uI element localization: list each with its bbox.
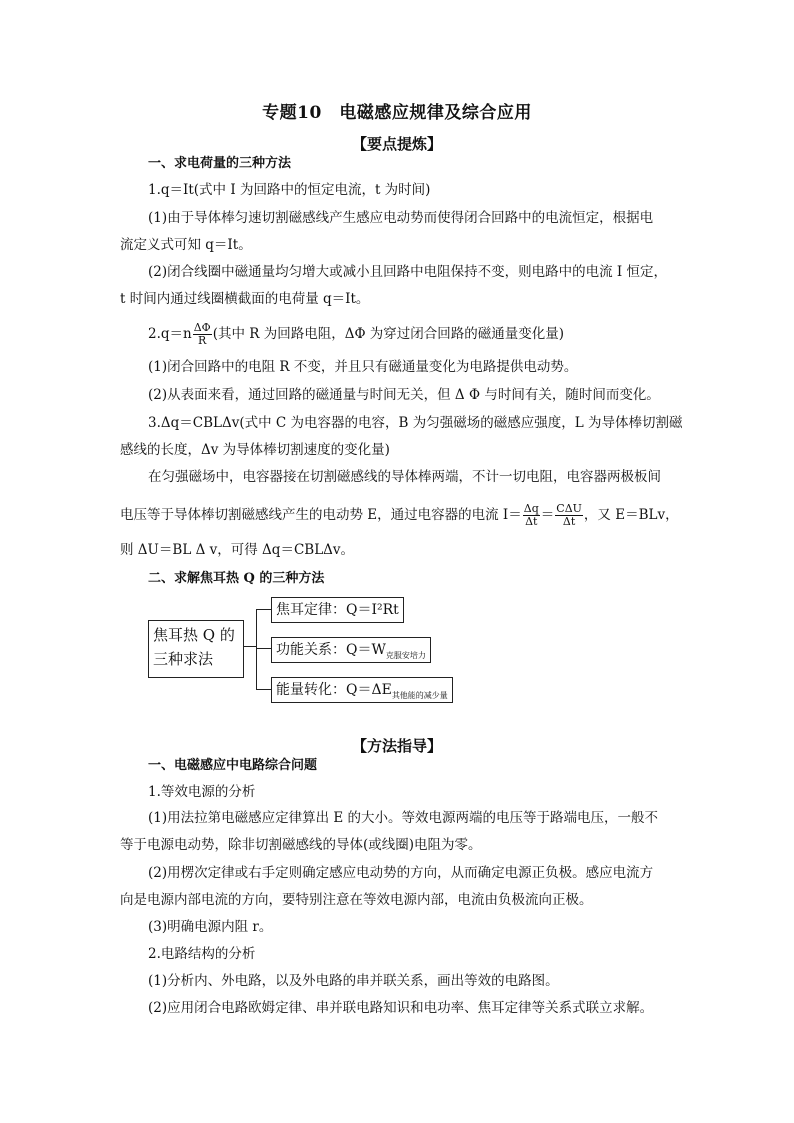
- formula-text: ＝: [540, 507, 555, 523]
- formula-line: [120, 503, 679, 528]
- paragraph: (2)从表面来看，通过回路的磁通量与时间无关，但 Δ Φ 与时间有关，随时间而变化。: [148, 387, 660, 403]
- paragraph: 向是电源内部电流的方向，要特别注意在等效电源内部，电流由负极流向正极。: [120, 892, 593, 908]
- diagram-branch-box: [271, 677, 453, 703]
- paragraph: 2.电路结构的分析: [148, 946, 256, 962]
- diagram-branch-box: [271, 597, 404, 623]
- paragraph: 1.q＝It(式中 I 为回路中的恒定电流，t 为时间): [148, 182, 431, 198]
- section-heading-method-guide: 【方法指导】: [351, 737, 442, 755]
- diagram-branch-label: 能量转化：Q＝ΔE: [276, 682, 392, 698]
- diagram-root-line: 三种求法: [153, 650, 214, 668]
- paragraph: (2)用楞次定律或右手定则确定感应电动势的方向，从而确定电源正负极。感应电流方: [148, 865, 654, 881]
- section-heading-key-points: 【要点提炼】: [351, 135, 442, 153]
- fraction-denominator: R: [198, 334, 207, 347]
- formula-text: 2.q＝n: [148, 326, 192, 342]
- diagram-branch-subscript: 克服安培力: [385, 650, 426, 660]
- diagram-root-box: [148, 620, 244, 678]
- fraction: [555, 503, 583, 528]
- paragraph: 则 ΔU＝BL Δ v，可得 Δq＝CBLΔv。: [120, 542, 355, 558]
- paragraph: t 时间内通过线圈横截面的电荷量 q＝It。: [120, 291, 370, 307]
- fraction-numerator: Δq: [523, 502, 539, 515]
- paragraph: 流定义式可知 q＝It。: [120, 237, 252, 253]
- fraction: [193, 322, 212, 347]
- formula-line: [148, 322, 564, 347]
- paragraph: 等于电源电动势，除非切割磁感线的导体(或线圈)电阻为零。: [120, 837, 482, 853]
- paragraph: (1)用法拉第电磁感应定律算出 E 的大小。等效电源两端的电压等于路端电压，一般不: [148, 810, 659, 826]
- diagram-connector: [243, 646, 256, 647]
- diagram-branch-label: 功能关系：Q＝W: [276, 642, 386, 658]
- fraction: [523, 503, 540, 528]
- paragraph: (2)闭合线圈中磁通量均匀增大或减小且回路中电阻保持不变，则电路中的电流 I 恒定，: [148, 264, 668, 280]
- diagram-branch-box: [271, 637, 431, 663]
- paragraph: 1.等效电源的分析: [148, 784, 256, 800]
- fraction-denominator: Δt: [525, 515, 538, 528]
- paragraph: (1)分析内、外电路，以及外电路的串并联关系，画出等效的电路图。: [148, 973, 559, 989]
- paragraph: 在匀强磁场中，电容器接在切割磁感线的导体棒两端，不计一切电阻，电容器两极板间: [148, 469, 661, 485]
- paragraph: 3.Δq＝CBLΔv(式中 C 为电容器的电容，B 为匀强磁场的磁感应强度，L 为导体棒切割磁: [148, 415, 683, 431]
- paragraph: (1)闭合回路中的电阻 R 不变，并且只有磁通量变化为电路提供电动势。: [148, 359, 578, 375]
- diagram-connector: [256, 648, 271, 649]
- paragraph: (2)应用闭合电路欧姆定律、串并联电路知识和电功率、焦耳定律等关系式联立求解。: [148, 1000, 654, 1016]
- diagram-connector: [256, 609, 257, 690]
- fraction-numerator: CΔU: [556, 502, 582, 515]
- page-title: 专题10 电磁感应规律及综合应用: [262, 103, 532, 123]
- formula-text: (其中 R 为回路电阻，ΔΦ 为穿过闭合回路的磁通量变化量): [212, 326, 565, 342]
- paragraph: 感线的长度，Δv 为导体棒切割速度的变化量): [120, 442, 390, 458]
- subheading-charge-methods: 一、求电荷量的三种方法: [148, 156, 292, 171]
- subheading-joule-heat-methods: 二、求解焦耳热 Q 的三种方法: [148, 571, 325, 586]
- fraction-numerator: ΔΦ: [193, 321, 211, 334]
- formula-text: 电压等于导体棒切割磁感线产生的电动势 E，通过电容器的电流 I＝: [120, 507, 522, 523]
- diagram-branch-subscript: 其他能的减少量: [391, 690, 448, 700]
- diagram-branch-label: 焦耳定律：Q＝I²Rt: [276, 602, 399, 618]
- paragraph: (1)由于导体棒匀速切割磁感线产生感应电动势而使得闭合回路中的电流恒定，根据电: [148, 210, 654, 226]
- formula-text: ，又 E＝BLv，: [583, 507, 679, 523]
- diagram-root-line: 焦耳热 Q 的: [153, 626, 235, 644]
- fraction-denominator: Δt: [562, 515, 576, 528]
- diagram-connector: [256, 689, 271, 690]
- paragraph: (3)明确电源内阻 r。: [148, 919, 273, 935]
- diagram-connector: [256, 609, 271, 610]
- subheading-circuit-problems: 一、电磁感应中电路综合问题: [148, 758, 318, 773]
